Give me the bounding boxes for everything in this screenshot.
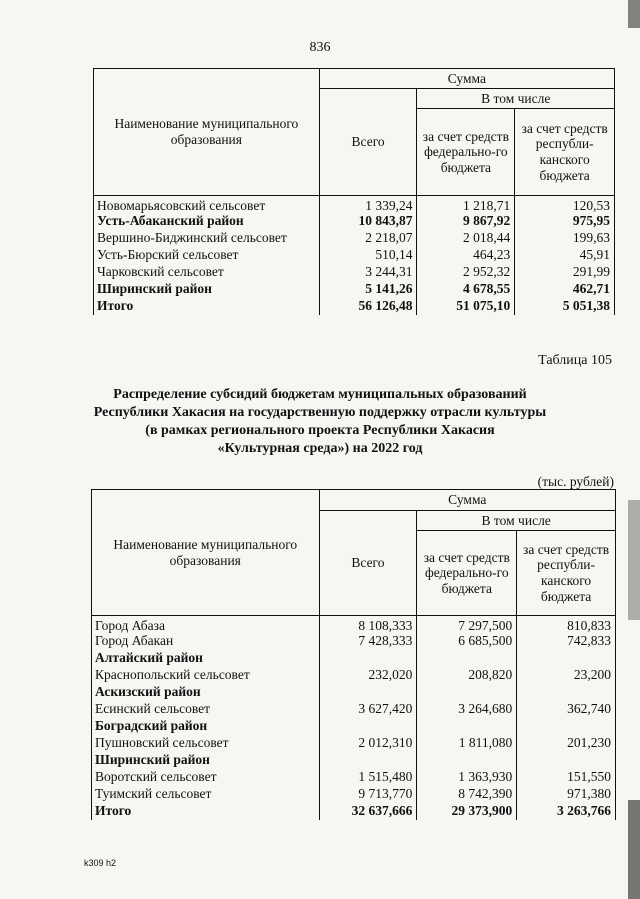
table-row [94, 247, 615, 264]
subsidy-table-continued [93, 68, 615, 315]
cell-name: Алтайский район [92, 650, 320, 667]
cell-republic: 291,99 [515, 264, 615, 281]
cell-total [319, 718, 417, 735]
footer-code: k309 h2 [84, 858, 117, 868]
cell-federal [417, 718, 517, 735]
cell-federal: 1 811,080 [417, 735, 517, 752]
cell-total: 9 713,770 [319, 786, 417, 803]
cell-total [319, 752, 417, 769]
cell-name: Ширинский район [92, 752, 320, 769]
cell-federal: 8 742,390 [417, 786, 517, 803]
cell-total: 56 126,48 [319, 298, 417, 315]
header-name-column: Наименование муниципального образования [94, 69, 320, 196]
table-row [92, 803, 616, 820]
cell-total: 1 515,480 [319, 769, 417, 786]
cell-name: Город Абаза [92, 616, 320, 633]
cell-republic: 975,95 [515, 213, 615, 230]
table-row [94, 230, 615, 247]
cell-federal: 2 018,44 [417, 230, 515, 247]
header-sum: Сумма [319, 69, 614, 89]
header-total: Всего [319, 89, 417, 196]
cell-federal: 7 297,500 [417, 616, 517, 633]
cell-name: Ширинский район [94, 281, 320, 298]
subsidy-table-105 [91, 489, 616, 820]
cell-name: Вершино-Биджинский сельсовет [94, 230, 320, 247]
cell-federal: 4 678,55 [417, 281, 515, 298]
cell-federal: 1 218,71 [417, 196, 515, 213]
cell-federal: 3 264,680 [417, 701, 517, 718]
cell-name: Город Абакан [92, 633, 320, 650]
cell-republic: 45,91 [515, 247, 615, 264]
cell-federal: 9 867,92 [417, 213, 515, 230]
header-republic: за счет средств республи-канского бюджета [515, 109, 615, 196]
title-line: «Культурная среда») на 2022 год [217, 440, 423, 456]
cell-republic: 151,550 [517, 769, 616, 786]
cell-federal: 208,820 [417, 667, 517, 684]
cell-name: Боградский район [92, 718, 320, 735]
cell-republic [517, 718, 616, 735]
cell-republic: 120,53 [515, 196, 615, 213]
cell-republic: 362,740 [517, 701, 616, 718]
scan-edge-mark [628, 500, 640, 620]
cell-federal: 6 685,500 [417, 633, 517, 650]
cell-total: 510,14 [319, 247, 417, 264]
cell-name: Усть-Абаканский район [94, 213, 320, 230]
cell-federal [417, 684, 517, 701]
table-row [94, 196, 615, 213]
cell-total: 3 244,31 [319, 264, 417, 281]
table-row [92, 769, 616, 786]
cell-total: 232,020 [319, 667, 417, 684]
cell-republic: 201,230 [517, 735, 616, 752]
cell-federal [417, 752, 517, 769]
table-row [92, 667, 616, 684]
table-caption: Таблица 105 [538, 353, 612, 368]
title-line: Республики Хакасия на государственную поддержку отрасли культуры [93, 404, 547, 420]
cell-total [319, 684, 417, 701]
table-row [94, 213, 615, 230]
table-row [94, 264, 615, 281]
cell-name: Новомарьясовский сельсовет [94, 196, 320, 213]
scan-edge-mark [628, 0, 640, 28]
cell-total: 2 012,310 [319, 735, 417, 752]
cell-republic: 810,833 [517, 616, 616, 633]
header-federal: за счет средств федерально-го бюджета [417, 109, 515, 196]
cell-total [319, 650, 417, 667]
cell-total: 7 428,333 [319, 633, 417, 650]
cell-total: 2 218,07 [319, 230, 417, 247]
cell-name: Воротский сельсовет [92, 769, 320, 786]
table-row [92, 752, 616, 769]
cell-federal: 464,23 [417, 247, 515, 264]
cell-name: Пушновский сельсовет [92, 735, 320, 752]
cell-name: Аскизский район [92, 684, 320, 701]
cell-total: 3 627,420 [319, 701, 417, 718]
table-row [92, 650, 616, 667]
table-row [92, 616, 616, 633]
cell-total: 10 843,87 [319, 213, 417, 230]
cell-total: 8 108,333 [319, 616, 417, 633]
cell-republic: 5 051,38 [515, 298, 615, 315]
header-sum: Сумма [319, 490, 615, 511]
table-row [92, 633, 616, 650]
header-name-column: Наименование муниципального образования [92, 490, 320, 616]
cell-federal: 1 363,930 [417, 769, 517, 786]
scan-edge-mark [628, 800, 640, 899]
cell-federal: 51 075,10 [417, 298, 515, 315]
cell-republic [517, 650, 616, 667]
header-total: Всего [319, 511, 417, 616]
table-row [94, 281, 615, 298]
table-row [92, 701, 616, 718]
table-row [92, 718, 616, 735]
table-row [92, 786, 616, 803]
header-including: В том числе [417, 511, 616, 531]
header-including: В том числе [417, 89, 615, 109]
units-label: (тыс. рублей) [537, 474, 614, 489]
table-row [92, 735, 616, 752]
cell-republic: 23,200 [517, 667, 616, 684]
cell-name: Итого [92, 803, 320, 820]
cell-republic: 971,380 [517, 786, 616, 803]
cell-republic [517, 752, 616, 769]
cell-total: 32 637,666 [319, 803, 417, 820]
table-row [94, 298, 615, 315]
cell-federal: 2 952,32 [417, 264, 515, 281]
cell-name: Туимский сельсовет [92, 786, 320, 803]
cell-republic: 462,71 [515, 281, 615, 298]
cell-total: 5 141,26 [319, 281, 417, 298]
cell-federal [417, 650, 517, 667]
cell-total: 1 339,24 [319, 196, 417, 213]
cell-name: Чарковский сельсовет [94, 264, 320, 281]
cell-name: Краснопольский сельсовет [92, 667, 320, 684]
cell-republic [517, 684, 616, 701]
cell-republic: 3 263,766 [517, 803, 616, 820]
title-line: (в рамках регионального проекта Республики Хакасия [145, 422, 495, 438]
cell-republic: 742,833 [517, 633, 616, 650]
header-republic: за счет средств республи-канского бюджета [517, 531, 616, 616]
cell-name: Усть-Бюрский сельсовет [94, 247, 320, 264]
cell-federal: 29 373,900 [417, 803, 517, 820]
table-row [92, 684, 616, 701]
cell-name: Есинский сельсовет [92, 701, 320, 718]
title-line: Распределение субсидий бюджетам муниципальных образований [113, 387, 527, 402]
header-federal: за счет средств федерально-го бюджета [417, 531, 517, 616]
cell-name: Итого [94, 298, 320, 315]
table-title [70, 386, 570, 458]
cell-republic: 199,63 [515, 230, 615, 247]
page-number: 836 [309, 40, 331, 55]
